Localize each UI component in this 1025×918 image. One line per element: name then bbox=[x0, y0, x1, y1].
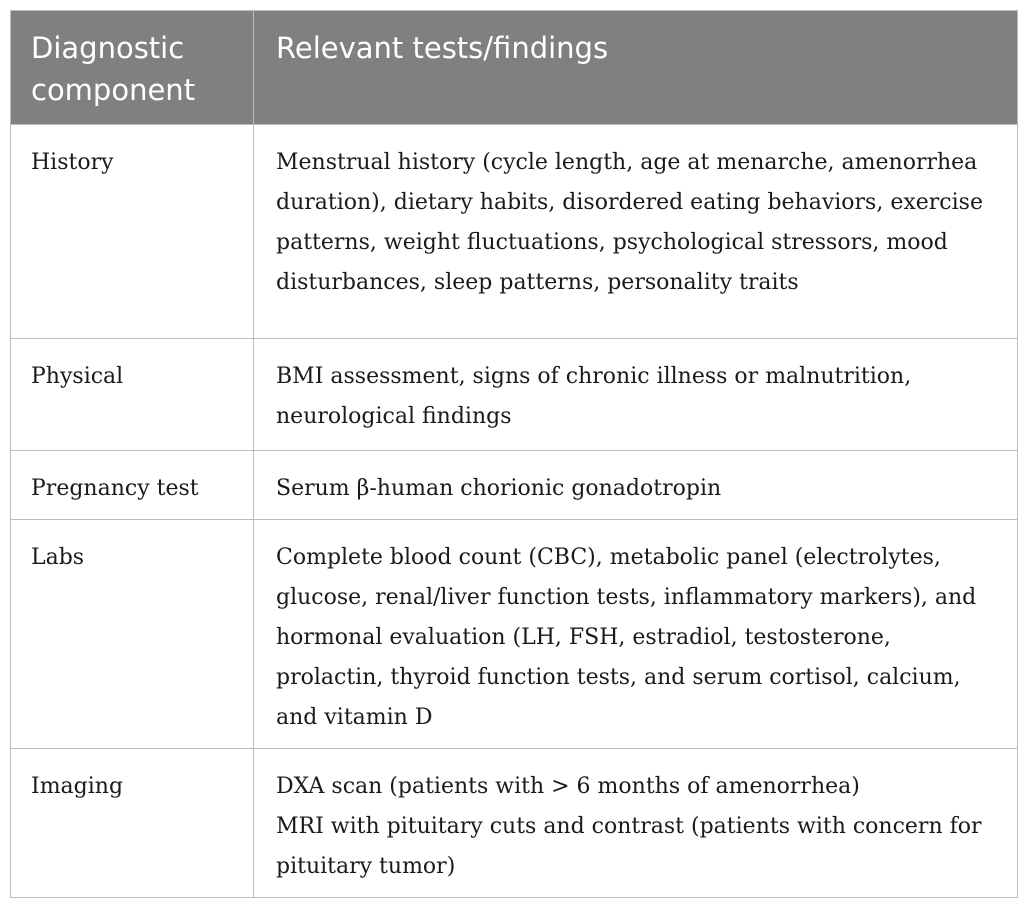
findings-line: Menstrual history (cycle length, age at menarche, amenorrhea duration), dietary habits, disordered eating behaviors, exercise patterns, weight fluctuations, psychological stressors, mood disturbances, sleep patterns, personality traits bbox=[276, 150, 983, 295]
row-component: Physical bbox=[11, 339, 254, 451]
findings-line: MRI with pituitary cuts and contrast (patients with concern for pituitary tumor) bbox=[276, 814, 982, 879]
table-body bbox=[11, 125, 1018, 898]
header-row bbox=[11, 11, 1018, 125]
findings-line: BMI assessment, signs of chronic illness or malnutrition, neurological findings bbox=[276, 364, 912, 429]
table-row-labs bbox=[11, 520, 1018, 749]
table-row-history bbox=[11, 125, 1018, 339]
header-relevant-tests-findings: Relevant tests/findings bbox=[254, 11, 1018, 125]
row-component: Imaging bbox=[11, 749, 254, 898]
row-findings bbox=[254, 339, 1018, 451]
row-component: Labs bbox=[11, 520, 254, 749]
table-header bbox=[11, 11, 1018, 125]
row-component: Pregnancy test bbox=[11, 451, 254, 520]
row-findings bbox=[254, 749, 1018, 898]
table-row-physical bbox=[11, 339, 1018, 451]
header-diagnostic-component: Diagnostic component bbox=[11, 11, 254, 125]
findings-line: Complete blood count (CBC), metabolic panel (electrolytes, glucose, renal/liver function tests, inflammatory markers), and hormonal evaluation (LH, FSH, estradiol, testosterone, prolactin, thyroid function tests, and serum cortisol, calcium, and vitamin D bbox=[276, 545, 977, 730]
row-findings bbox=[254, 451, 1018, 520]
diagnostic-table bbox=[10, 10, 1018, 898]
row-component: History bbox=[11, 125, 254, 339]
table-row-imaging bbox=[11, 749, 1018, 898]
row-findings bbox=[254, 125, 1018, 339]
findings-line: DXA scan (patients with > 6 months of amenorrhea) bbox=[276, 774, 860, 799]
row-findings bbox=[254, 520, 1018, 749]
findings-line: Serum β-human chorionic gonadotropin bbox=[276, 476, 722, 501]
table-row-pregnancy-test bbox=[11, 451, 1018, 520]
